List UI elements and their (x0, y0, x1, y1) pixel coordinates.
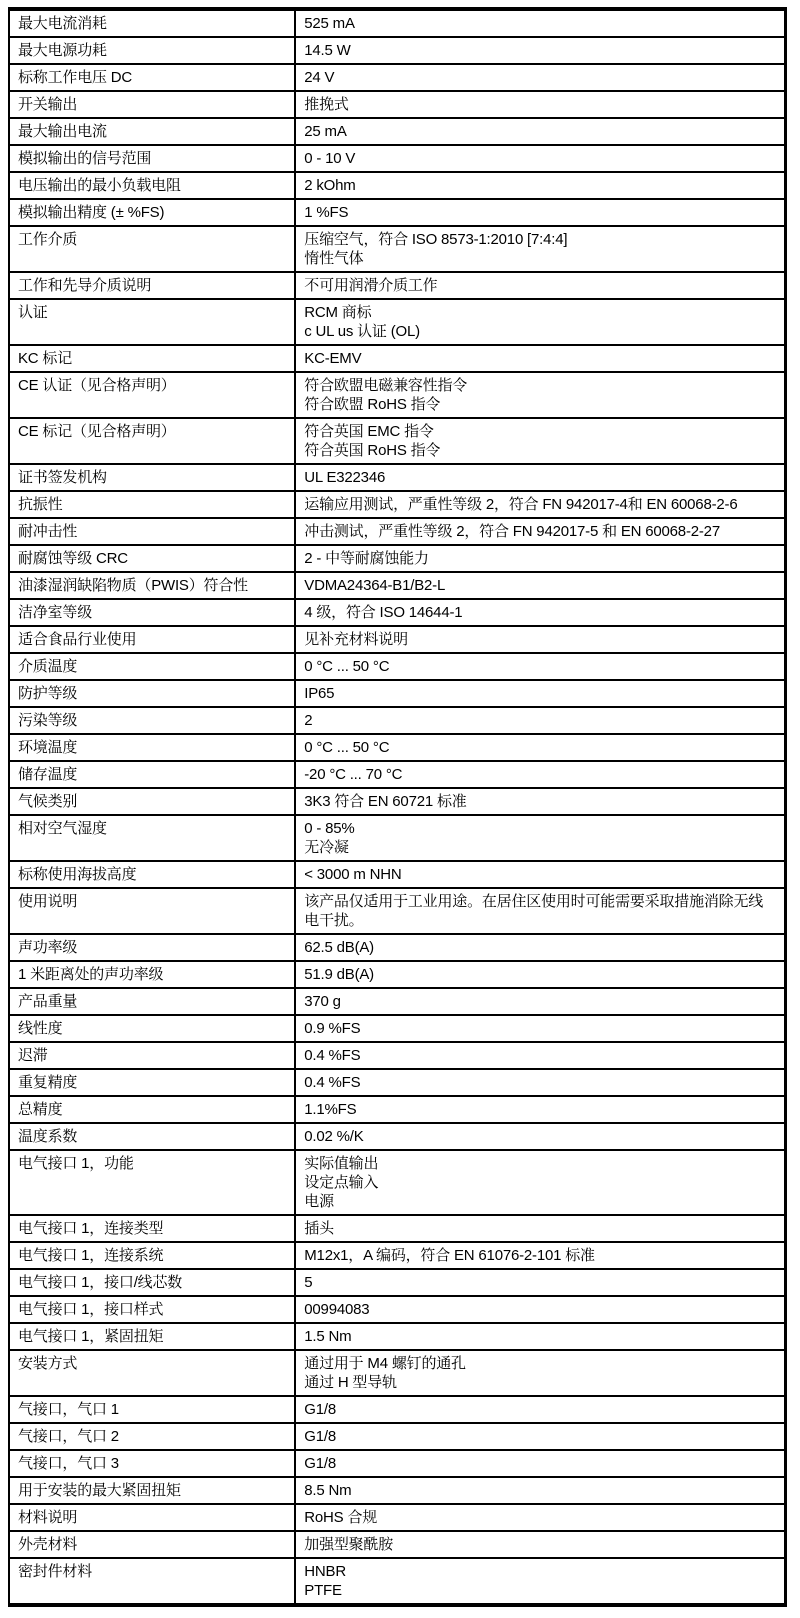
spec-value (295, 599, 785, 626)
spec-label: 电气接口 1，接口/线芯数 (9, 1269, 295, 1296)
spec-value-line: 插头 (304, 1220, 334, 1237)
spec-value-line: G1/8 (304, 1428, 336, 1445)
spec-label: 介质温度 (9, 653, 295, 680)
spec-value-line: 0.4 %FS (304, 1074, 361, 1091)
spec-row (9, 1477, 786, 1504)
spec-label: 气候类别 (9, 788, 295, 815)
spec-row (9, 464, 786, 491)
spec-value-line: 1.5 Nm (304, 1328, 352, 1345)
spec-value (295, 1504, 785, 1531)
spec-value (295, 299, 785, 345)
spec-value-line: 14.5 W (304, 42, 351, 59)
spec-value (295, 1531, 785, 1558)
spec-value-line: M12x1，A 编码，符合 EN 61076-2-101 标准 (304, 1247, 595, 1264)
spec-label: 最大电源功耗 (9, 37, 295, 64)
spec-label: 气接口，气口 3 (9, 1450, 295, 1477)
spec-row (9, 961, 786, 988)
spec-label: 最大电流消耗 (9, 9, 295, 37)
spec-value (295, 372, 785, 418)
spec-row (9, 626, 786, 653)
spec-row (9, 199, 786, 226)
spec-value-line: 实际值输出 (304, 1155, 379, 1172)
spec-row (9, 1450, 786, 1477)
spec-row (9, 1350, 786, 1396)
spec-value-line: 无冷凝 (304, 839, 349, 856)
spec-row (9, 372, 786, 418)
spec-label: 工作介质 (9, 226, 295, 272)
spec-value-line: 推挽式 (304, 96, 349, 113)
spec-value (295, 680, 785, 707)
spec-value-line: 0 - 85% (304, 820, 355, 837)
spec-value-line: 0.02 %/K (304, 1128, 364, 1145)
spec-label: 最大输出电流 (9, 118, 295, 145)
spec-value (295, 653, 785, 680)
spec-label: 标称工作电压 DC (9, 64, 295, 91)
spec-value-line: 370 g (304, 993, 341, 1010)
spec-label: 认证 (9, 299, 295, 345)
spec-value-line: < 3000 m NHN (304, 866, 402, 883)
spec-row (9, 299, 786, 345)
spec-value (295, 934, 785, 961)
spec-row (9, 1531, 786, 1558)
spec-label: 材料说明 (9, 1504, 295, 1531)
spec-row (9, 1296, 786, 1323)
spec-value (295, 707, 785, 734)
spec-value (295, 761, 785, 788)
spec-label: 用于安装的最大紧固扭矩 (9, 1477, 295, 1504)
spec-label: CE 认证（见合格声明） (9, 372, 295, 418)
spec-value (295, 1096, 785, 1123)
spec-value-line: 惰性气体 (304, 250, 364, 267)
spec-value (295, 1042, 785, 1069)
spec-value (295, 1269, 785, 1296)
spec-value (295, 545, 785, 572)
spec-label: 使用说明 (9, 888, 295, 934)
spec-value-line: 24 V (304, 69, 335, 86)
spec-value (295, 626, 785, 653)
spec-value-line: RoHS 合规 (304, 1509, 378, 1526)
spec-value (295, 1323, 785, 1350)
spec-value (295, 199, 785, 226)
spec-row (9, 64, 786, 91)
spec-row (9, 1150, 786, 1215)
spec-label: 电气接口 1，功能 (9, 1150, 295, 1215)
spec-value-line: 设定点输入 (304, 1174, 379, 1191)
spec-row (9, 1042, 786, 1069)
spec-row (9, 1069, 786, 1096)
spec-row (9, 545, 786, 572)
spec-value-line: G1/8 (304, 1455, 336, 1472)
spec-row (9, 418, 786, 464)
spec-row (9, 815, 786, 861)
spec-row (9, 9, 786, 37)
spec-value (295, 861, 785, 888)
spec-label: 迟滞 (9, 1042, 295, 1069)
spec-value (295, 418, 785, 464)
spec-label: 适合食品行业使用 (9, 626, 295, 653)
spec-row (9, 861, 786, 888)
spec-value (295, 272, 785, 299)
spec-row (9, 1242, 786, 1269)
spec-value-line: 符合英国 RoHS 指令 (304, 442, 441, 459)
spec-value-line: KC-EMV (304, 350, 362, 367)
spec-value (295, 1150, 785, 1215)
spec-value (295, 1242, 785, 1269)
spec-label: 抗振性 (9, 491, 295, 518)
spec-label: 电气接口 1，连接系统 (9, 1242, 295, 1269)
spec-value (295, 9, 785, 37)
spec-value (295, 1558, 785, 1605)
spec-label: 油漆湿润缺陷物质（PWIS）符合性 (9, 572, 295, 599)
spec-label: 总精度 (9, 1096, 295, 1123)
spec-label: 气接口，气口 2 (9, 1423, 295, 1450)
spec-label: 线性度 (9, 1015, 295, 1042)
spec-value-line: 1.1%FS (304, 1101, 357, 1118)
spec-value (295, 91, 785, 118)
spec-value (295, 788, 785, 815)
spec-label: 外壳材料 (9, 1531, 295, 1558)
spec-value-line: 3K3 符合 EN 60721 标准 (304, 793, 467, 810)
spec-value (295, 226, 785, 272)
spec-label: 开关输出 (9, 91, 295, 118)
spec-value-line: 通过 H 型导轨 (304, 1374, 397, 1391)
spec-value (295, 1015, 785, 1042)
spec-row (9, 707, 786, 734)
spec-value-line: 不可用润滑介质工作 (304, 277, 438, 294)
spec-value (295, 518, 785, 545)
spec-row (9, 172, 786, 199)
spec-value (295, 1215, 785, 1242)
spec-table (8, 7, 787, 1607)
spec-value-line: 525 mA (304, 15, 355, 32)
spec-value-line: 0.9 %FS (304, 1020, 361, 1037)
spec-value (295, 961, 785, 988)
spec-label: 安装方式 (9, 1350, 295, 1396)
spec-label: 重复精度 (9, 1069, 295, 1096)
spec-row (9, 934, 786, 961)
spec-value-line: c UL us 认证 (OL) (304, 323, 420, 340)
spec-value (295, 572, 785, 599)
spec-row (9, 1015, 786, 1042)
spec-row (9, 37, 786, 64)
spec-value (295, 345, 785, 372)
spec-row (9, 1123, 786, 1150)
spec-value (295, 888, 785, 934)
spec-value (295, 1450, 785, 1477)
spec-value-line: 该产品仅适用于工业用途。在居住区使用时可能需要采取措施消除无线电干扰。 (304, 893, 764, 929)
spec-label: 标称使用海拔高度 (9, 861, 295, 888)
spec-label: 耐腐蚀等级 CRC (9, 545, 295, 572)
spec-value-line: 2 kOhm (304, 177, 356, 194)
spec-value-line: HNBR (304, 1563, 346, 1580)
spec-row (9, 91, 786, 118)
spec-row (9, 118, 786, 145)
spec-label: 产品重量 (9, 988, 295, 1015)
spec-value-line: -20 °C ... 70 °C (304, 766, 403, 783)
spec-value (295, 1396, 785, 1423)
spec-value-line: 0.4 %FS (304, 1047, 361, 1064)
spec-row (9, 599, 786, 626)
spec-row (9, 226, 786, 272)
spec-label: 工作和先导介质说明 (9, 272, 295, 299)
spec-value-line: 通过用于 M4 螺钉的通孔 (304, 1355, 466, 1372)
spec-value-line: 1 %FS (304, 204, 349, 221)
spec-row (9, 1396, 786, 1423)
spec-row (9, 491, 786, 518)
spec-value-line: 0 °C ... 50 °C (304, 739, 390, 756)
spec-label: 电气接口 1，紧固扭矩 (9, 1323, 295, 1350)
spec-value-line: 压缩空气，符合 ISO 8573-1:2010 [7:4:4] (304, 231, 568, 248)
spec-row (9, 1096, 786, 1123)
spec-value (295, 1296, 785, 1323)
spec-value-line: VDMA24364-B1/B2-L (304, 577, 446, 594)
spec-label: 电气接口 1，连接类型 (9, 1215, 295, 1242)
spec-value-line: 见补充材料说明 (304, 631, 408, 648)
spec-value-line: G1/8 (304, 1401, 336, 1418)
spec-value-line: 电源 (304, 1193, 334, 1210)
spec-row (9, 1269, 786, 1296)
spec-value (295, 118, 785, 145)
spec-row (9, 1323, 786, 1350)
spec-label: 模拟输出的信号范围 (9, 145, 295, 172)
spec-row (9, 518, 786, 545)
spec-label: 电气接口 1，接口样式 (9, 1296, 295, 1323)
spec-row (9, 272, 786, 299)
spec-value-line: RCM 商标 (304, 304, 372, 321)
spec-value-line: 0 °C ... 50 °C (304, 658, 390, 675)
spec-value-line: 加强型聚酰胺 (304, 1536, 394, 1553)
spec-label: 证书签发机构 (9, 464, 295, 491)
spec-row (9, 988, 786, 1015)
spec-value-line: PTFE (304, 1582, 342, 1599)
spec-value-line: IP65 (304, 685, 335, 702)
spec-value (295, 988, 785, 1015)
spec-value (295, 1069, 785, 1096)
spec-label: KC 标记 (9, 345, 295, 372)
spec-label: CE 标记（见合格声明） (9, 418, 295, 464)
spec-row (9, 345, 786, 372)
spec-label: 洁净室等级 (9, 599, 295, 626)
spec-label: 1 米距离处的声功率级 (9, 961, 295, 988)
spec-row (9, 572, 786, 599)
spec-value-line: 8.5 Nm (304, 1482, 352, 1499)
spec-label: 污染等级 (9, 707, 295, 734)
spec-label: 环境温度 (9, 734, 295, 761)
spec-value-line: 冲击测试，严重性等级 2，符合 FN 942017-5 和 EN 60068-2-27 (304, 523, 720, 540)
spec-row (9, 653, 786, 680)
spec-value-line: 2 - 中等耐腐蚀能力 (304, 550, 429, 567)
spec-value-line: 符合英国 EMC 指令 (304, 423, 434, 440)
spec-row (9, 1215, 786, 1242)
spec-value-line: 4 级，符合 ISO 14644-1 (304, 604, 463, 621)
spec-row (9, 145, 786, 172)
spec-value (295, 491, 785, 518)
spec-row (9, 1504, 786, 1531)
spec-value (295, 734, 785, 761)
spec-label: 储存温度 (9, 761, 295, 788)
spec-value (295, 815, 785, 861)
spec-value-line: 符合欧盟电磁兼容性指令 (304, 377, 468, 394)
spec-value (295, 1423, 785, 1450)
spec-row (9, 1558, 786, 1605)
spec-value-line: 51.9 dB(A) (304, 966, 374, 983)
spec-value (295, 1123, 785, 1150)
spec-label: 密封件材料 (9, 1558, 295, 1605)
spec-table-body (9, 9, 786, 1605)
spec-row (9, 788, 786, 815)
spec-label: 声功率级 (9, 934, 295, 961)
spec-label: 电压输出的最小负载电阻 (9, 172, 295, 199)
spec-row (9, 761, 786, 788)
spec-label: 耐冲击性 (9, 518, 295, 545)
spec-value (295, 464, 785, 491)
spec-label: 气接口，气口 1 (9, 1396, 295, 1423)
spec-row (9, 680, 786, 707)
spec-label: 温度系数 (9, 1123, 295, 1150)
spec-row (9, 888, 786, 934)
spec-value-line: 62.5 dB(A) (304, 939, 374, 956)
spec-value (295, 37, 785, 64)
spec-value-line: 运输应用测试，严重性等级 2，符合 FN 942017-4和 EN 60068-2-6 (304, 496, 738, 513)
spec-row (9, 1423, 786, 1450)
spec-value (295, 1477, 785, 1504)
spec-value (295, 64, 785, 91)
spec-value (295, 145, 785, 172)
spec-value-line: 00994083 (304, 1301, 370, 1318)
spec-label: 模拟输出精度 (± %FS) (9, 199, 295, 226)
spec-label: 防护等级 (9, 680, 295, 707)
spec-value-line: 符合欧盟 RoHS 指令 (304, 396, 441, 413)
spec-value-line: 25 mA (304, 123, 347, 140)
spec-value-line: UL E322346 (304, 469, 386, 486)
spec-value (295, 1350, 785, 1396)
spec-value-line: 2 (304, 712, 313, 729)
spec-value (295, 172, 785, 199)
spec-value-line: 0 - 10 V (304, 150, 356, 167)
spec-label: 相对空气湿度 (9, 815, 295, 861)
spec-row (9, 734, 786, 761)
spec-value-line: 5 (304, 1274, 313, 1291)
